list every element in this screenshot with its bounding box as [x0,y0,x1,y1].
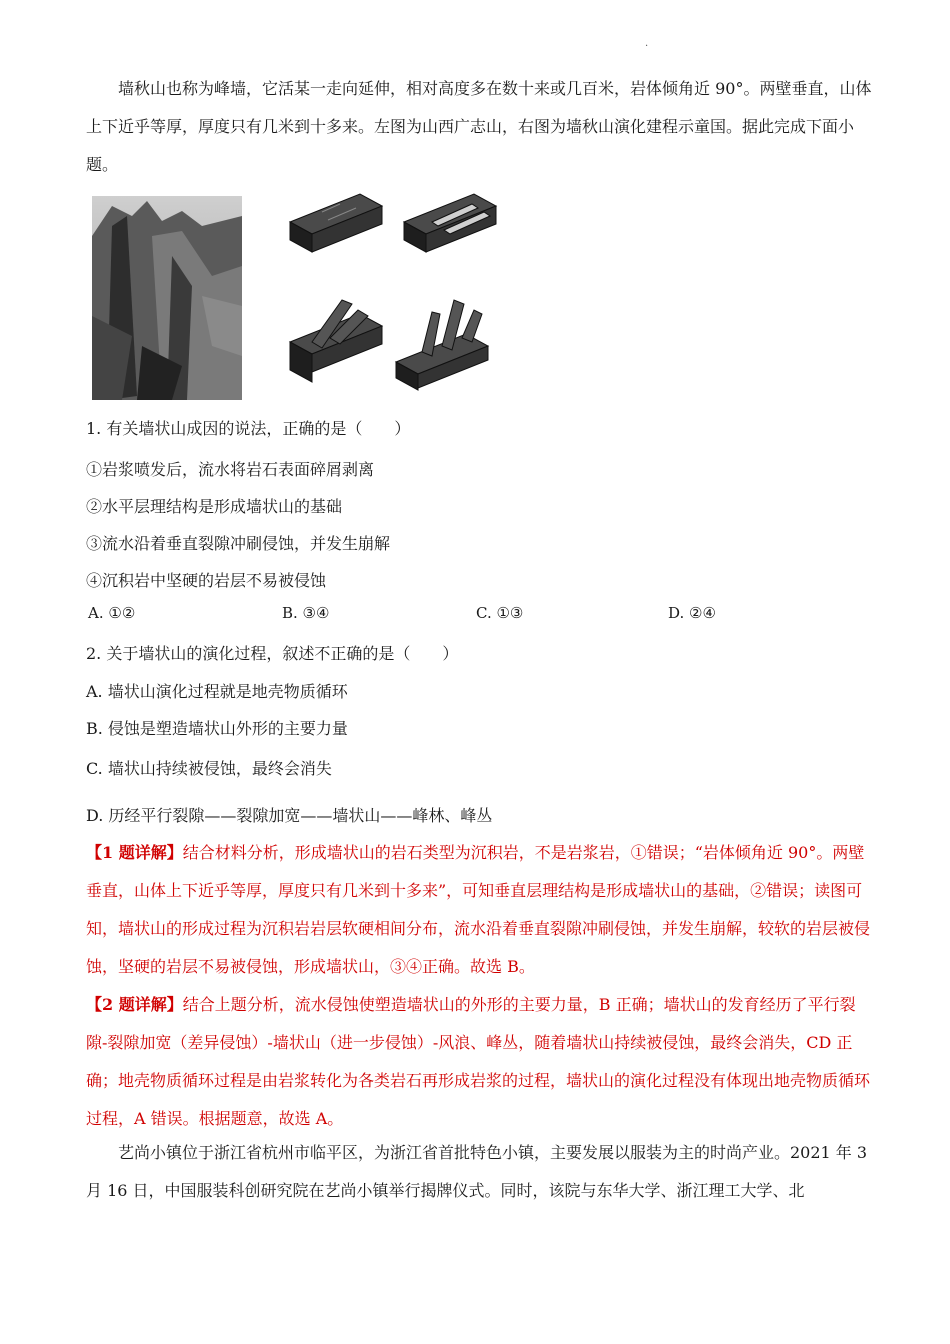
answer-1-tag: 【1 题详解】 [86,843,183,862]
q1-option-b: B. ③④ [282,604,330,622]
mountain-photo [92,196,242,400]
answer-2-text: 结合上题分析，流水侵蚀使塑造墙状山的外形的主要力量，B 正确；墙状山的发育经历了平行裂隙-裂隙加宽（差异侵蚀）-墙状山（进一步侵蚀）-风浪、峰丛，随着墙状山持续被侵蚀，最终会消失，CD 正确；地壳物质循环过程是由岩浆转化为各类岩石再形成岩浆的过程，墙状山的演化过程没有体现出地壳物质循环过程，A 错误。根据题意，故选 A。 [86,995,871,1128]
answer-1-text: 结合材料分析，形成墙状山的岩石类型为沉积岩，不是岩浆岩，①错误；“岩体倾角近 90°。两壁垂直，山体上下近乎等厚，厚度只有几米到十多来”，可知垂直层理结构是形成墙状山的基础，②错误；读图可知，墙状山的形成过程为沉积岩岩层软硬相间分布，流水沿着垂直裂隙冲刷侵蚀，并发生崩解，较软的岩层被侵蚀，坚硬的岩层不易被侵蚀，形成墙状山，③④正确。故选 B。 [86,843,871,976]
q1-option-a: A. ①② [88,604,136,622]
answer-2-explanation [86,986,876,1138]
evolution-stage-4 [396,300,488,390]
question-2-stem: 2. 关于墙状山的演化过程，叙述不正确的是（ ） [86,644,459,663]
q1-statement-1: ①岩浆喷发后，流水将岩石表面碎屑剥离 [86,460,375,479]
answer-2-tag: 【2 题详解】 [86,995,183,1014]
q2-option-c: C. 墙状山持续被侵蚀，最终会消失 [86,759,332,778]
evolution-stage-3 [290,300,382,382]
evolution-diagram [282,192,504,398]
evolution-stage-1 [290,194,382,252]
next-intro-paragraph: 艺尚小镇位于浙江省杭州市临平区，为浙江省首批特色小镇，主要发展以服装为主的时尚产业。2021 年 3 月 16 日，中国服装科创研究院在艺尚小镇举行揭牌仪式。同时，该院与东华大学、浙江理工大学、北 [86,1143,868,1200]
q1-statement-2: ②水平层理结构是形成墙状山的基础 [86,497,343,516]
q1-statement-3: ③流水沿着垂直裂隙冲刷侵蚀，并发生崩解 [86,534,391,553]
question-1-stem: 1. 有关墙状山成因的说法，正确的是（ ） [86,419,411,438]
q1-option-d: D. ②④ [668,604,716,622]
q1-statement-4: ④沉积岩中坚硬的岩层不易被侵蚀 [86,571,327,590]
q1-option-c: C. ①③ [476,604,524,622]
q2-option-b: B. 侵蚀是塑造墙状山外形的主要力量 [86,719,348,738]
q2-option-d: D. 历经平行裂隙——裂隙加宽——墙状山——峰林、峰丛 [86,806,493,825]
answer-1-explanation [86,834,876,986]
q2-option-a: A. 墙状山演化过程就是地壳物质循环 [86,682,348,701]
header-mark: . [645,38,649,49]
intro-paragraph: 墙秋山也称为峰墙，它活某一走向延伸，相对高度多在数十来或几百米，岩体倾角近 90°。两壁垂直，山体上下近乎等厚，厚度只有几米到十多来。左图为山西广志山，右图为墙秋山演化建程示童国。据此完成下面小题。 [86,79,872,174]
evolution-stage-2 [404,194,496,252]
